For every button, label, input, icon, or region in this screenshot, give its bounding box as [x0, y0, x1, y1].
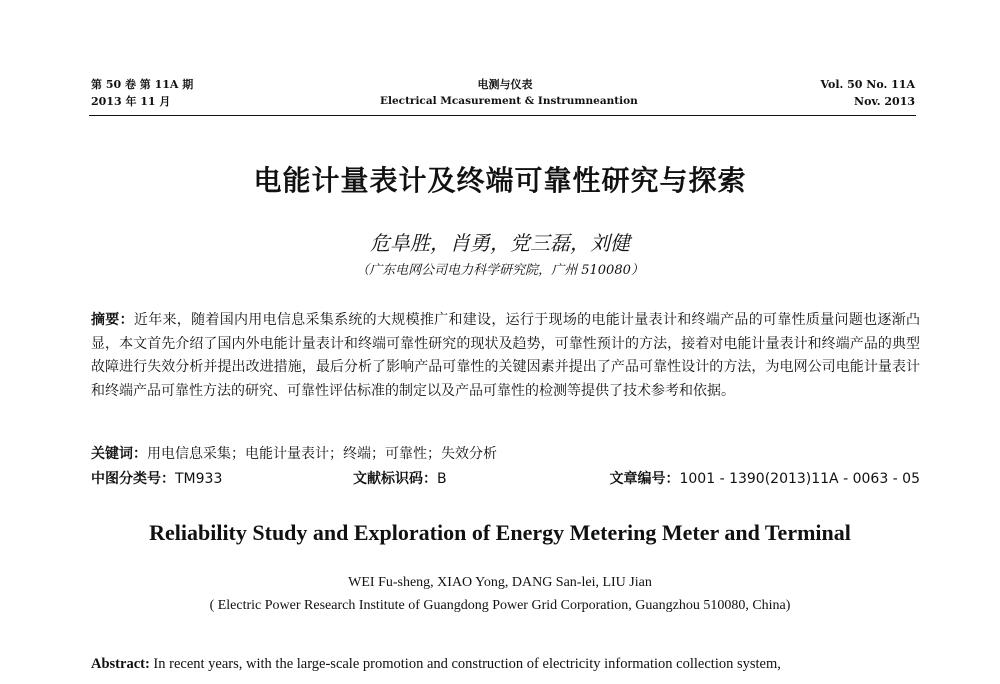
keywords-cn-label: 关键词： [91, 446, 147, 462]
clc-value: TM933 [175, 471, 223, 487]
abstract-cn-text: 近年来，随着国内用电信息采集系统的大规模推广和建设，运行于现场的电能计量表计和终端产品的可靠性质量问题也逐渐凸显，本文首先介绍了国内外电能计量表计和终端可靠性研究的现状及趋势，可靠性预计的方法，接着对电能计量表计和终端产品的典型故障进行失效分析并提出改进措施，最后分析了影响产品可靠性的关键因素并提出了产品可靠性设计的方法，为电网公司电能计量表计和终端产品可靠性方法的研究、可靠性评估标准的制定以及产品可靠性的检测等提供了技术参考和依据。 [91, 312, 921, 399]
doc-code [353, 469, 447, 489]
affiliation-cn: （广东电网公司电力科学研究院，广州 510080） [356, 263, 644, 278]
doc-value: B [437, 471, 447, 487]
article-value: 1001 - 1390(2013)11A - 0063 - 05 [679, 471, 920, 487]
abstract-en-text: In recent years, with the large-scale promotion and construction of electricity information collection system, [149, 656, 781, 672]
article-label: 文章编号： [609, 471, 680, 487]
abstract-cn-label: 摘要： [91, 312, 134, 328]
header-vol-no: Vol. 50 No. 11A [820, 78, 915, 91]
header-journal-en: Electrical Mcasurement & Instrumneantion [380, 95, 638, 107]
abstract-en-label: Abstract: [91, 656, 150, 672]
paper-title-en: Reliability Study and Exploration of Energy Metering Meter and Terminal [149, 520, 851, 545]
header-year-month: 2013 年 11 月 [91, 95, 171, 108]
header-volume-issue: 第 50 卷 第 11A 期 [91, 78, 194, 91]
authors-en: WEI Fu-sheng, XIAO Yong, DANG San-lei, LIU Jian [348, 575, 652, 590]
abstract-cn [91, 309, 920, 403]
header-journal-name [380, 76, 638, 110]
header-divider [89, 115, 916, 116]
affiliation-en: ( Electric Power Research Institute of Guangdong Power Grid Corporation, Guangzhou 510080, China) [209, 598, 791, 613]
doc-label: 文献标识码： [353, 471, 437, 487]
header-vol-en [820, 76, 915, 110]
clc-number [91, 469, 222, 489]
keywords-cn [91, 444, 497, 464]
header-journal-cn: 电测与仪表 [477, 78, 533, 91]
header-date-en: Nov. 2013 [854, 95, 915, 108]
authors-cn: 危阜胜，肖勇，党三磊，刘健 [370, 231, 630, 255]
keywords-cn-text: 用电信息采集；电能计量表计；终端；可靠性；失效分析 [147, 446, 497, 462]
paper-title-cn: 电能计量表计及终端可靠性研究与探索 [253, 164, 747, 197]
article-number [609, 469, 920, 489]
header-volume-info [91, 76, 193, 110]
clc-label: 中图分类号： [91, 471, 175, 487]
abstract-en [91, 653, 920, 675]
